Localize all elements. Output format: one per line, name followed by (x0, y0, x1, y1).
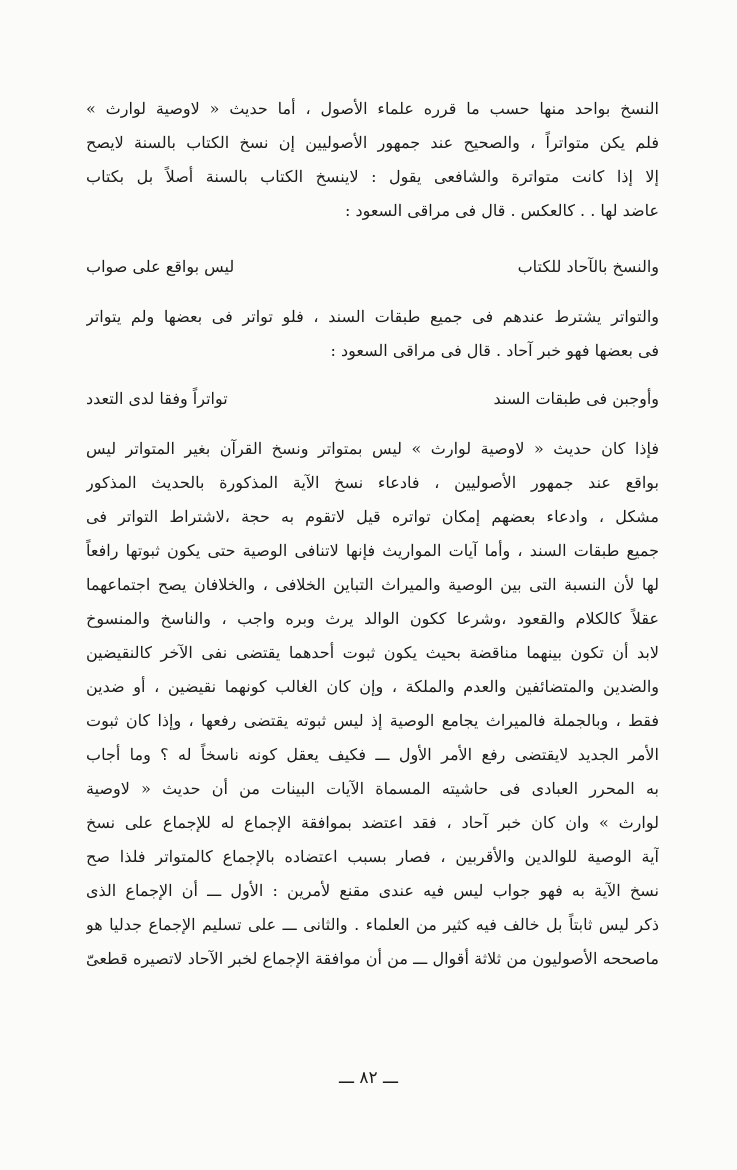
paragraph-3 (86, 432, 659, 976)
verse-2-first-hemistich: وأوجبن فى طبقات السند (493, 389, 659, 408)
text-line: إلا إذا كانت متواترة والشافعى يقول : لاينسخ الكتاب بالسنة أصلاً بل بكتاب (86, 167, 659, 186)
verse-2-second-hemistich: تواتراً وفقا لدى التعدد (86, 389, 228, 408)
text-line: نسخ الآية به فهو جواب ليس فيه عندى مقنع لأمرين : الأول ـــ أن الإجماع الذى (86, 881, 659, 900)
text-line: ماصححه الأصوليون من ثلاثة أقوال ـــ من أن موافقة الإجماع لخبر الآحاد لاتصيره قطعىّ (86, 949, 659, 968)
text-line: ذكر ليس ثابتاً بل خالف فيه كثير من العلماء . والثانى ـــ على تسليم الإجماع جدليا هو (86, 915, 659, 934)
text-line: عاضد لها . . كالعكس . قال فى مراقى السعود : (344, 201, 659, 220)
text-line: فلم يكن متواتراً ، والصحيح عند جمهور الأصوليين إن نسخ الكتاب بالسنة لايصح (86, 133, 659, 152)
text-line: آية الوصية للوالدين والأقربين ، فصار بسبب اعتضاده بالإجماع كالمتواتر فلذا صح (86, 847, 659, 866)
text-line: لها لأن النسبة التى بين الوصية والميراث التباين الخلافى ، والخلافان يصح اجتماعهما (86, 575, 659, 594)
verse-2 (86, 382, 659, 416)
text-line: والضدين والمتضائفين والعدم والملكة ، وإن كان الغالب كونهما نقيضين ، أو ضدين (86, 677, 659, 696)
paragraph-1 (86, 92, 659, 228)
text-line: لابد أن تكون بينهما مناقضة بحيث يكون ثبوت أحدهما يقتضى نفى الآخر كالنقيضين (86, 643, 659, 662)
text-line: مشكل ، وادعاء بعضهم إمكان تواتره قيل لاتقوم به حجة ،لاشتراط التواتر فى (86, 507, 659, 526)
text-line: فقط ، وبالجملة فالميراث يجامع الوصية إذ ليس ثبوته يقتضى رفعها ، وإذا كان ثبوت (86, 711, 659, 730)
text-line: فى بعضها فهو خبر آحاد . قال فى مراقى السعود : (330, 341, 659, 360)
paragraph-2 (86, 300, 659, 368)
verse-1 (86, 250, 659, 284)
verse-1-first-hemistich: والنسخ بالآحاد للكتاب (517, 257, 659, 276)
text-line: به المحرر العبادى فى حاشيته المسماة الآيات البينات من أن حديث « لاوصية (86, 779, 659, 798)
text-line: بواقع عند جمهور الأصوليين ، فادعاء نسخ الآية المذكورة بالحديث المذكور (86, 473, 659, 492)
verse-1-second-hemistich: ليس بواقع على صواب (86, 257, 235, 276)
text-line: فإذا كان حديث « لاوصية لوارث » ليس بمتواتر ونسخ القرآن بغير المتواتر ليس (86, 439, 659, 458)
text-line: عقلاً كالكلام والقعود ،وشرعا ككون الوالد يرث وبره واجب ، والناسخ والمنسوخ (86, 609, 659, 628)
text-line: والتواتر يشترط عندهم فى جميع طبقات السند ، فلو تواتر فى بعضها ولم يتواتر (86, 307, 659, 326)
text-line: الأمر الجديد لايقتضى رفع الأمر الأول ـــ فكيف يعقل كونه ناسخاً له ؟ وما أجاب (86, 745, 659, 764)
page-number: ـــ ٨٢ ـــ (339, 1068, 398, 1088)
text-line: النسخ بواحد منها حسب ما قرره علماء الأصول ، أما حديث « لاوصية لوارث » (86, 99, 659, 118)
text-line: لوارث » وان كان خبر آحاد ، فقد اعتضد بموافقة الإجماع له للإجماع على نسخ (86, 813, 659, 832)
text-line: جميع طبقات السند ، وأما آيات المواريث فإنها لاتنافى الوصية حتى يكون ثبوتها رافعاً (86, 541, 659, 560)
